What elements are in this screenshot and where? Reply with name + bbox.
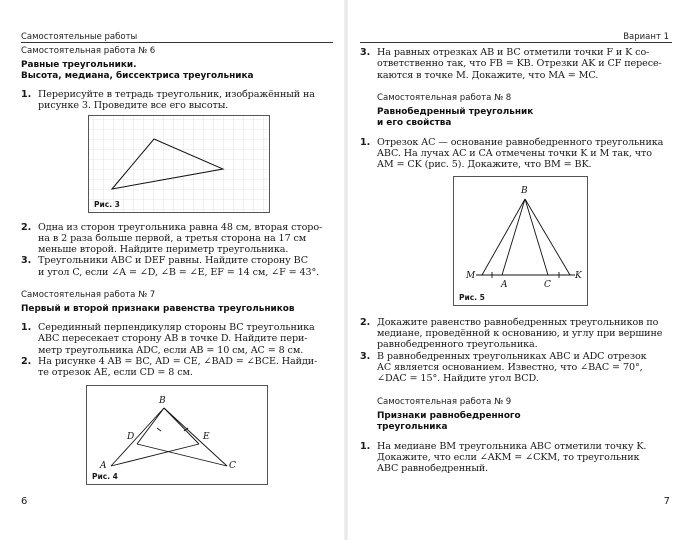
work8-task3 xyxy=(360,351,672,385)
point-label-a: A xyxy=(100,460,107,471)
task-line: на в 2 раза больше первой, а третья сторона на 17 см xyxy=(38,232,307,244)
figure-4 xyxy=(86,385,268,485)
work6-task2 xyxy=(21,222,333,256)
point-label-c: C xyxy=(544,279,551,290)
task-number: 1. xyxy=(360,136,371,148)
task-line: метр треугольника ADC, если AB = 10 см, AC = 8 см. xyxy=(38,344,304,356)
point-label-m: M xyxy=(466,270,476,281)
task-line: В равнобедренных треугольниках ABC и ADC отрезок xyxy=(377,350,647,362)
task-line: AC является основанием. Известно, что ∠BAC = 70°, xyxy=(377,361,643,373)
point-label-b: B xyxy=(159,395,166,406)
task-number: 3. xyxy=(360,47,371,58)
task-line: ∠DAC = 15°. Найдите угол BCD. xyxy=(377,373,539,385)
tick-mark xyxy=(157,428,161,431)
work8-task2 xyxy=(360,317,672,351)
task-line: AM = CK (рис. 5). Докажите, что BM = BK. xyxy=(377,159,592,171)
work6-task3 xyxy=(21,255,333,278)
figure-caption: Рис. 4 xyxy=(92,471,118,481)
figure-4-drawing xyxy=(87,386,267,484)
page-number: 6 xyxy=(21,496,28,507)
point-label-a: A xyxy=(501,279,508,290)
task-line: На медиане BM треугольника ABC отметили точку K. xyxy=(377,440,647,452)
work9-heading: Самостоятельная работа № 9 xyxy=(377,396,512,407)
task-line: Отрезок AC — основание равнобедренного треугольника xyxy=(377,136,664,148)
task-line: ответственно так, что FB = KB. Отрезки AK и CF пересе- xyxy=(377,58,662,70)
task-line: Треугольники ABC и DEF равны. Найдите сторону BC xyxy=(38,255,309,267)
grid-background xyxy=(89,116,269,212)
point-label-e: E xyxy=(203,431,210,442)
work7-task1 xyxy=(21,322,333,356)
task-line: ABC пересекает сторону AB в точке D. Найдите пери- xyxy=(38,333,308,345)
segment-bm xyxy=(482,199,525,275)
task-line: Перерисуйте в тетрадь треугольник, изображённый на xyxy=(38,89,315,100)
work8-title-line2: и его свойства xyxy=(377,117,452,128)
work6-title-line1: Равные треугольники. xyxy=(21,60,137,70)
point-label-c: C xyxy=(229,460,236,471)
task-line: На рисунке 4 AB = BC, AD = CE, ∠BAD = ∠BCE. Найди- xyxy=(38,355,318,367)
work9-title-line1: Признаки равнобедренного xyxy=(377,410,521,421)
task-line: ABC. На лучах AC и CA отмечены точки K и M так, что xyxy=(377,148,652,160)
task-number: 1. xyxy=(21,322,32,334)
figure-5 xyxy=(453,176,588,306)
figure-3-drawing xyxy=(89,116,269,212)
task-line: медиане, проведённой к основанию, и углу при вершине xyxy=(377,328,663,340)
figure-caption: Рис. 5 xyxy=(459,292,485,302)
point-label-k: K xyxy=(575,270,582,281)
task-number: 1. xyxy=(21,89,32,100)
task-line: На равных отрезках AB и BC отметили точки F и K со- xyxy=(377,47,650,58)
segment-cd xyxy=(137,444,227,466)
figure-5-drawing xyxy=(454,177,587,305)
segment-ba xyxy=(502,199,525,275)
work8-heading: Самостоятельная работа № 8 xyxy=(377,92,512,103)
task-line: рисунке 3. Проведите все его высоты. xyxy=(38,100,229,112)
task-number: 1. xyxy=(360,440,371,452)
work6-task1 xyxy=(21,89,333,112)
task-line: Одна из сторон треугольника равна 48 см, вторая сторо- xyxy=(38,221,323,233)
work7-task2 xyxy=(21,356,333,379)
work6-heading: Самостоятельная работа № 6 xyxy=(21,46,156,56)
task-line: Докажите равенство равнобедренных треугольников по xyxy=(377,316,659,328)
left-column xyxy=(21,46,333,485)
page-number: 7 xyxy=(663,496,670,507)
point-label-b: B xyxy=(521,185,528,196)
running-head: Вариант 1 xyxy=(623,32,669,42)
task-number: 2. xyxy=(21,221,32,233)
point-label-d: D xyxy=(127,431,135,442)
figure-caption: Рис. 3 xyxy=(94,199,120,209)
task-line: те отрезок AE, если CD = 8 см. xyxy=(38,367,193,379)
work7-task3 xyxy=(360,47,672,81)
segment-bc xyxy=(164,408,227,466)
task-line: меньше второй. Найдите периметр треугольника. xyxy=(38,244,289,256)
segment-bc xyxy=(525,199,548,275)
segment-bk xyxy=(525,199,570,275)
work8-task1 xyxy=(360,137,672,171)
task-line: ABC равнобедренный. xyxy=(377,463,489,475)
work8-title-line1: Равнобедренный треугольник xyxy=(377,106,534,117)
segment-ae xyxy=(111,444,199,466)
task-number: 3. xyxy=(360,350,371,362)
task-line: и угол C, если ∠A = ∠D, ∠B = ∠E, EF = 14 см, ∠F = 43°. xyxy=(38,266,320,278)
task-line: каются в точке M. Докажите, что MA = MC. xyxy=(377,69,599,81)
segment-be xyxy=(164,408,199,444)
header-rule xyxy=(360,42,672,43)
segment-bd xyxy=(137,408,164,444)
task-line: Серединный перпендикуляр стороны BC треугольника xyxy=(38,322,315,334)
work9-title-line2: треугольника xyxy=(377,421,448,432)
header-rule xyxy=(21,42,333,43)
work7-title: Первый и второй признаки равенства треугольников xyxy=(21,304,295,315)
figure-3 xyxy=(88,115,270,213)
task-number: 2. xyxy=(360,316,371,328)
task-line: Докажите, что если ∠AKM = ∠CKM, то треугольник xyxy=(377,451,640,463)
work9-task1 xyxy=(360,441,672,475)
right-column xyxy=(360,46,672,474)
work7-heading: Самостоятельная работа № 7 xyxy=(21,290,156,301)
segment-ab xyxy=(111,408,164,466)
running-head: Самостоятельные работы xyxy=(21,32,138,42)
task-number: 2. xyxy=(21,355,32,367)
task-line: равнобедренного треугольника. xyxy=(377,339,538,351)
work6-title-line2: Высота, медиана, биссектриса треугольника xyxy=(21,71,254,81)
task-number: 3. xyxy=(21,255,32,267)
right-page xyxy=(346,0,692,540)
